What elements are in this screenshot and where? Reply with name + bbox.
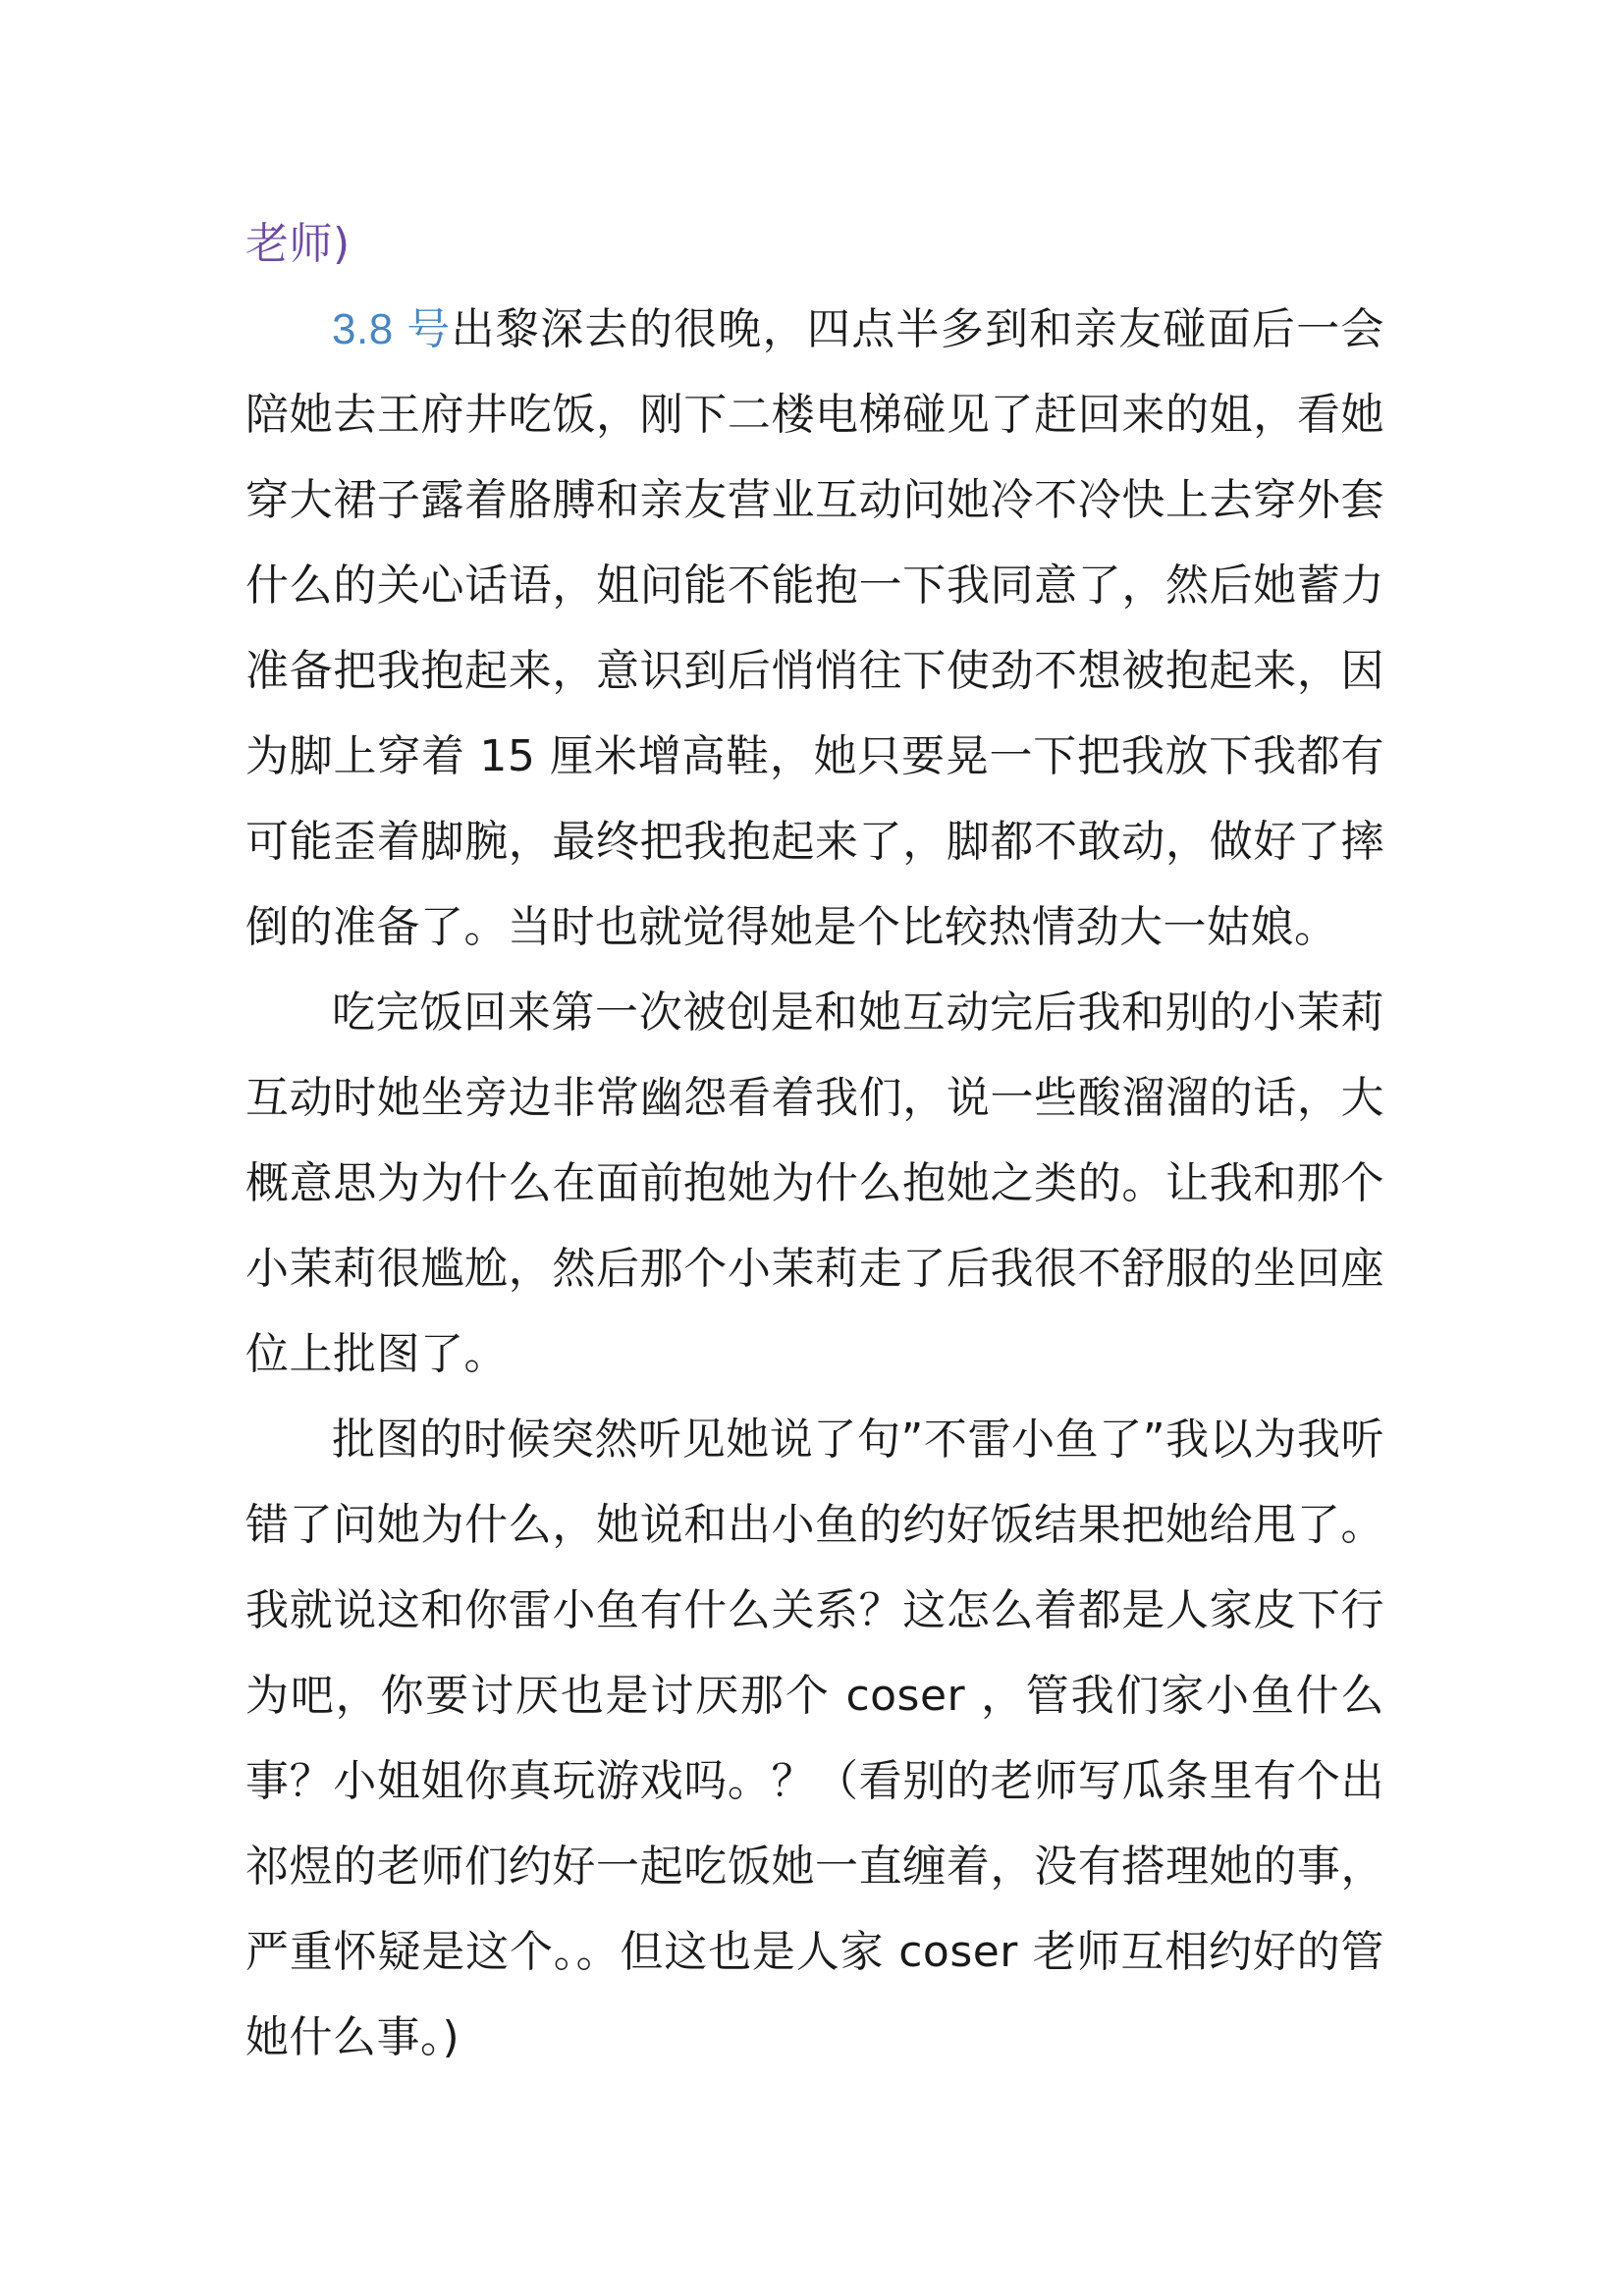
paragraph-3	[245, 1397, 1384, 2080]
paragraph-2-text: 吃完饭回来第一次被创是和她互动完后我和别的小茉莉互动时她坐旁边非常幽怨看着我们，说一些酸溜溜的话，大概意思为为什么在面前抱她为什么抱她之类的。让我和那个小茉莉很尴尬，然后那个小茉莉走了后我很不舒服的坐回座位上批图了。	[245, 988, 1384, 1379]
paragraph-1	[245, 287, 1384, 970]
paragraph-3-text: 批图的时候突然听见她说了句”不雷小鱼了”我以为我听错了问她为什么，她说和出小鱼的约好饭结果把她给甩了。我就说这和你雷小鱼有什么关系？这怎么着都是人家皮下行为吧，你要讨厌也是讨厌那个 coser ，管我们家小鱼什么事？小姐姐你真玩游戏吗。？（看别的老师写瓜条里有个出祁煜的老师们约好一起吃饭她一直缠着，没有搭理她的事，严重怀疑是这个。。但这也是人家 coser 老师互相约好的管她什么事。)	[245, 1415, 1384, 2062]
paragraph-2	[245, 970, 1384, 1397]
continuation-line: 老师)	[245, 219, 351, 269]
paragraph-1-text: 出黎深去的很晚，四点半多到和亲友碰面后一会陪她去王府井吃饭，刚下二楼电梯碰见了赶回来的姐，看她穿大裙子露着胳膊和亲友营业互动问她冷不冷快上去穿外套什么的关心话语，姐问能不能抱一下我同意了，然后她蓄力准备把我抱起来，意识到后悄悄往下使劲不想被抱起来，因为脚上穿着 15 厘米增高鞋，她只要晃一下把我放下我都有可能歪着脚腕，最终把我抱起来了，脚都不敢动，做好了摔倒的准备了。当时也就觉得她是个比较热情劲大一姑娘。	[245, 304, 1385, 952]
document-page	[245, 201, 1384, 2080]
date-prefix: 3.8 号	[332, 305, 452, 353]
